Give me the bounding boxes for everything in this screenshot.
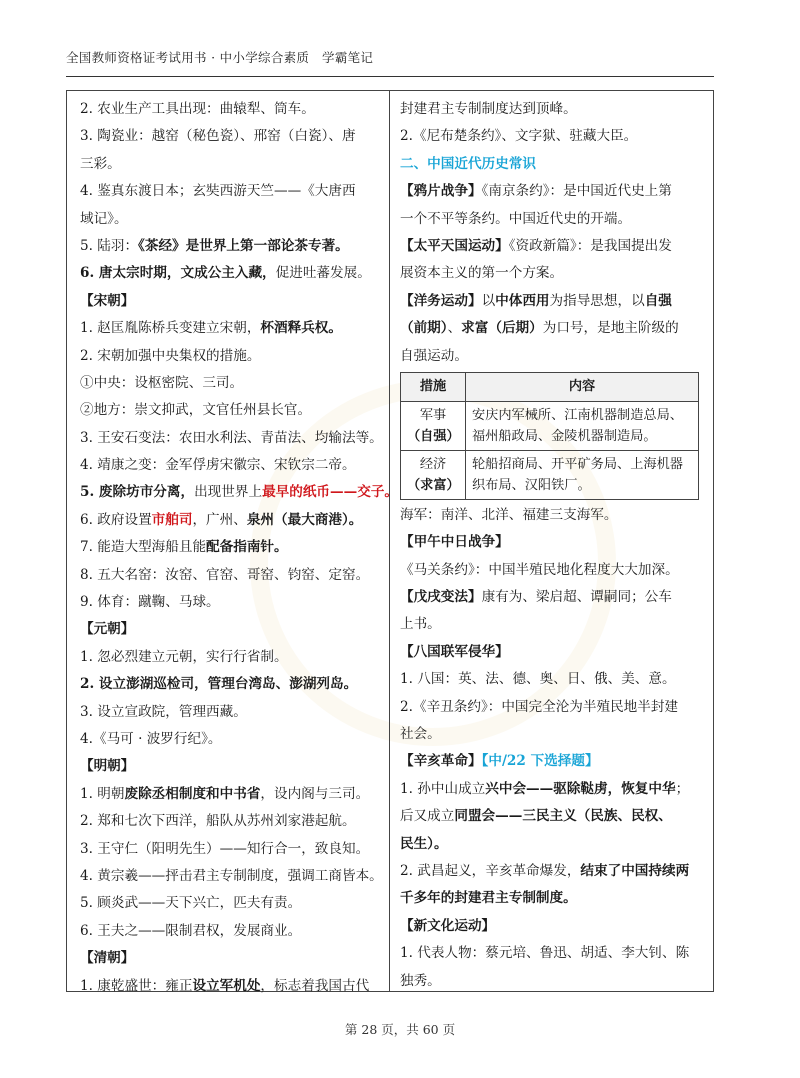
table-row — [401, 401, 699, 450]
list-text: 7. 能造大型海船且能 — [80, 539, 207, 556]
list-item — [80, 973, 382, 1000]
list-item: 海军：南洋、北洋、福建三支海军。 — [400, 506, 618, 523]
list-text: 1. 赵匡胤陈桥兵变建立宋朝， — [80, 320, 261, 337]
list-item: 1. 代表人物：蔡元培、鲁迅、胡适、李大钊、陈 — [400, 945, 690, 962]
key-point: 千多年的封建君主专制制度。 — [400, 890, 577, 907]
list-item — [80, 507, 382, 534]
highlight-red: 最早的纸币——交子。 — [262, 484, 398, 501]
list-item: 2. 农业生产工具出现：曲辕犁、筒车。 — [80, 101, 315, 117]
key-point: 民生）。 — [400, 835, 448, 852]
topic-tag: 【八国联军侵华】 — [400, 643, 509, 660]
highlight-red: 市舶司 — [151, 511, 193, 528]
list-item — [400, 776, 704, 803]
exam-note: 【中/22 下选择题】 — [481, 753, 599, 770]
topic-tag: 【甲午中日战争】 — [400, 534, 509, 551]
table-cell — [466, 450, 699, 499]
table-header: 内容 — [466, 372, 699, 401]
key-point: 废除丞相制度和中书省 — [124, 785, 261, 802]
cell-text: 经济 — [419, 456, 447, 472]
list-item: 4. 黄宗羲——抨击君主专制制度，强调工商皆本。 — [80, 867, 383, 884]
running-header: 全国教师资格证考试用书 · 中小学综合素质 学霸笔记 — [66, 50, 374, 65]
table-cell — [466, 401, 699, 450]
section-heading-yuan: 【元朝】 — [80, 621, 135, 638]
list-text: 1. 孙中山成立 — [400, 780, 486, 797]
left-column — [80, 96, 398, 1000]
key-point: 5. 废除坊市分离， — [80, 484, 195, 501]
topic-text: 以 — [481, 292, 496, 309]
right-column — [400, 96, 704, 995]
topic-opium-war — [400, 178, 704, 205]
list-item: 2. 设立澎湖巡检司，管理台湾岛、澎湖列岛。 — [80, 676, 358, 693]
list-item — [80, 315, 382, 342]
topic-text: 《南京条约》：是中国近代史上第 — [481, 183, 672, 200]
topic-text — [400, 315, 704, 342]
column-divider — [389, 90, 390, 992]
cell-text: 安庆内军械所、江南机器制造总局、 — [472, 407, 683, 423]
list-item: 4. 鉴真东渡日本；玄奘西游天竺——《大唐西 — [80, 183, 356, 200]
list-item: 封建君主专制制度达到顶峰。 — [400, 101, 577, 117]
table-header: 措施 — [401, 372, 466, 401]
list-item: 4. 靖康之变：金军俘虏宋徽宗、宋钦宗二帝。 — [80, 457, 356, 474]
topic-text: 上书。 — [400, 616, 441, 633]
cell-text: （自强） — [407, 428, 460, 444]
topic-tag: 【辛亥革命】 — [400, 753, 482, 770]
list-text: 1. 明朝 — [80, 785, 125, 802]
cell-text: （求富） — [407, 477, 460, 493]
topic-text: 展资本主义的第一个方案。 — [400, 265, 564, 282]
topic-text: 一个不平等条约。中国近代史的开端。 — [400, 210, 632, 227]
topic-tag: 【太平天国运动】 — [400, 237, 509, 254]
yangwu-table — [400, 372, 699, 500]
topic-tag: 【新文化运动】 — [400, 917, 496, 934]
list-item: 2. 宋朝加强中央集权的措施。 — [80, 347, 261, 364]
list-item: 域记》。 — [80, 210, 128, 227]
list-item: 2. 郑和七次下西洋，船队从苏州刘家港起航。 — [80, 813, 356, 830]
list-item: 8. 五大名窑：汝窑、官窑、哥窑、钧窑、定窑。 — [80, 566, 370, 583]
list-item: ②地方：崇文抑武，文官任州县长官。 — [80, 402, 312, 419]
topic-text: 《马关条约》：中国半殖民地化程度大大加深。 — [400, 561, 679, 578]
list-item: 社会。 — [400, 726, 441, 743]
page-number: 第 28 页，共 60 页 — [344, 1022, 456, 1037]
key-point: 《茶经》是世界上第一部论茶专著。 — [138, 237, 349, 254]
topic-yangwu — [400, 288, 704, 315]
list-item — [80, 233, 382, 260]
list-text: ，设内阁与三司。 — [260, 785, 370, 802]
list-item: 3. 陶瓷业：越窑（秘色瓷）、邢窑（白瓷）、唐 — [80, 128, 356, 145]
list-text: 后又成立 — [400, 808, 455, 825]
topic-text: 为指导思想，以 — [549, 292, 645, 309]
cell-text: 福州船政局、金陵机器制造局。 — [472, 428, 657, 444]
key-point: 泉州（最大商港）。 — [246, 511, 363, 528]
key-point: 中体西用 — [495, 292, 550, 309]
table-cell — [401, 450, 466, 499]
topic-tag: 【戊戌变法】 — [400, 589, 482, 606]
list-item: 3. 王安石变法：农田水利法、青苗法、均输法等。 — [80, 429, 383, 446]
section-heading-ming: 【明朝】 — [80, 758, 135, 775]
topic-text: 《资政新篇》：是我国提出发 — [508, 237, 672, 254]
list-item: 3. 设立宣政院，管理西藏。 — [80, 703, 247, 720]
list-text: ，标志着我国古代 — [260, 977, 370, 994]
list-item: 2.《辛丑条约》：中国完全沦为半殖民地半封建 — [400, 698, 679, 715]
section-heading-qing: 【清朝】 — [80, 950, 135, 967]
list-item: 9. 体育：蹴鞠、马球。 — [80, 594, 220, 611]
list-item: 1. 八国：英、法、德、奥、日、俄、美、意。 — [400, 671, 676, 688]
topic-text: 康有为、梁启超、谭嗣同；公车 — [481, 589, 672, 606]
list-text: 出现世界上 — [194, 484, 263, 501]
topic-xinhai — [400, 748, 704, 775]
list-text: ； — [675, 780, 690, 797]
key-point: 杯酒释兵权。 — [260, 320, 342, 337]
list-item: 4.《马可 · 波罗行纪》。 — [80, 730, 222, 747]
list-item: ①中央：设枢密院、三司。 — [80, 374, 244, 391]
key-point: 6. 唐太宗时期，文成公主入藏， — [80, 265, 276, 282]
header-rule — [66, 76, 714, 77]
list-item — [80, 534, 382, 561]
list-item: 2.《尼布楚条约》、文字狱、驻藏大臣。 — [400, 128, 638, 145]
list-text: 6. 政府设置 — [80, 511, 152, 528]
key-point: 同盟会——三民主义（民族、民权、 — [454, 808, 672, 825]
topic-tag: 【鸦片战争】 — [400, 183, 482, 200]
list-item: 5. 顾炎武——天下兴亡，匹夫有责。 — [80, 895, 302, 912]
key-point: 自强 — [644, 292, 672, 309]
key-point: 设立军机处 — [192, 977, 261, 994]
cell-text: 军事 — [419, 407, 447, 423]
key-point: 兴中会——驱除鞑虏，恢复中华 — [485, 780, 676, 797]
key-point: 求富（后期） — [461, 320, 543, 337]
list-item: 3. 王守仁（阳明先生）——知行合一，致良知。 — [80, 840, 370, 857]
list-text: 2. 武昌起义，辛亥革命爆发， — [400, 862, 581, 879]
topic-taiping — [400, 233, 704, 260]
list-item — [80, 260, 382, 287]
list-item: 1. 忽必烈建立元朝，实行行省制。 — [80, 648, 288, 665]
list-text: 5. 陆羽： — [80, 237, 139, 254]
list-text: 促进吐蕃发展。 — [275, 265, 371, 282]
list-item — [400, 858, 704, 885]
list-text: 1. 康乾盛世：雍正 — [80, 977, 193, 994]
list-item — [80, 781, 382, 808]
cell-text: 织布局、汉阳铁厂。 — [472, 477, 591, 493]
topic-tag: 【洋务运动】 — [400, 292, 482, 309]
topic-text: 为口号，是地主阶级的 — [542, 320, 679, 337]
key-point: 结束了中国持续两 — [580, 862, 690, 879]
section-title-modern-history: 二、中国近代历史常识 — [400, 155, 536, 172]
section-heading-song: 【宋朝】 — [80, 292, 135, 309]
list-item — [400, 803, 704, 830]
key-point: （前期） — [400, 320, 448, 337]
list-item: 三彩。 — [80, 155, 121, 172]
table-row — [401, 450, 699, 499]
key-point: 配备指南针。 — [206, 539, 288, 556]
list-item: 6. 王夫之——限制君权，发展商业。 — [80, 922, 302, 939]
list-item: 独秀。 — [400, 972, 441, 989]
table-cell — [401, 401, 466, 450]
topic-text: 自强运动。 — [400, 347, 468, 364]
topic-wuxu — [400, 584, 704, 611]
list-item — [80, 479, 398, 506]
topic-text: 、 — [447, 320, 462, 337]
list-text: ，广州、 — [192, 511, 247, 528]
cell-text: 轮船招商局、开平矿务局、上海机器 — [472, 456, 683, 472]
table-header-row — [401, 372, 699, 401]
